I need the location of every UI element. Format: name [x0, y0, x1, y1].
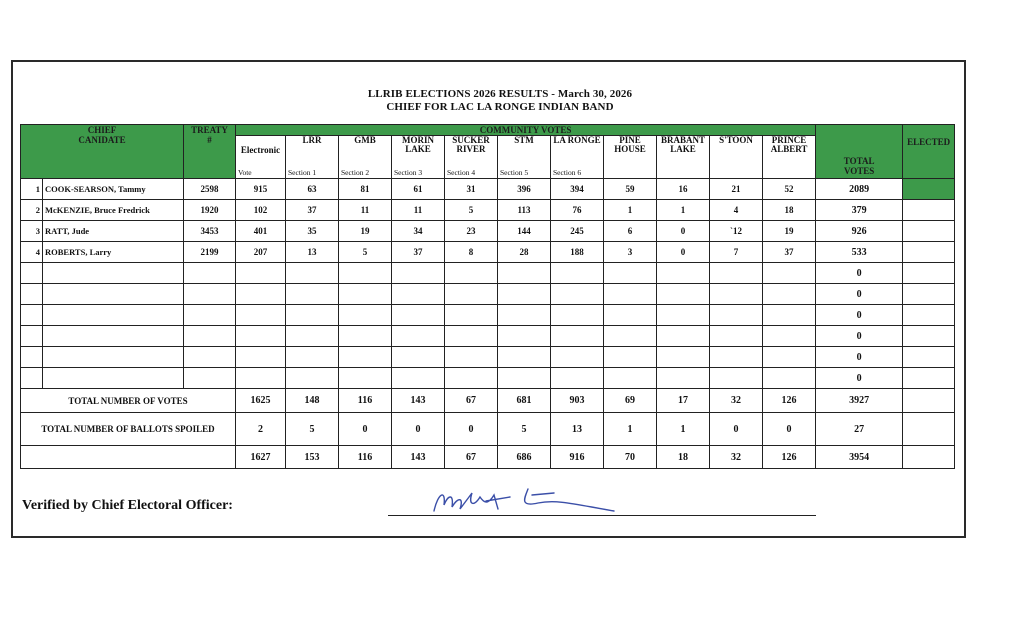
empty-cell: [657, 347, 710, 368]
empty-cell: [392, 263, 445, 284]
empty-cell: [286, 284, 339, 305]
empty-row: [21, 347, 955, 368]
candidate-row: [21, 221, 955, 242]
empty-cell: [657, 263, 710, 284]
empty-cell: [236, 368, 286, 389]
totals-cell: 0: [339, 413, 392, 446]
treaty-number: 2199: [184, 242, 236, 263]
vote-cell: 37: [763, 242, 816, 263]
empty-cell: [657, 368, 710, 389]
vote-cell: 1: [657, 200, 710, 221]
elected-cell: [903, 305, 955, 326]
total-votes-cell: 0: [816, 263, 903, 284]
column-header: SUCKER RIVER Section 4: [445, 136, 498, 179]
candidate-index: 4: [21, 242, 43, 263]
empty-cell: [710, 284, 763, 305]
empty-cell: [498, 305, 551, 326]
empty-cell: [236, 326, 286, 347]
title-line-2: CHIEF FOR LAC LA RONGE INDIAN BAND: [386, 101, 614, 113]
totals-cell: 32: [710, 389, 763, 413]
totals-cell: 0: [763, 413, 816, 446]
empty-cell: [710, 368, 763, 389]
empty-cell: [445, 368, 498, 389]
empty-cell: [551, 347, 604, 368]
vote-cell: 19: [763, 221, 816, 242]
vote-cell: 59: [604, 179, 657, 200]
vote-cell: 23: [445, 221, 498, 242]
vote-cell: 396: [498, 179, 551, 200]
empty-cell: [498, 347, 551, 368]
vote-cell: 21: [710, 179, 763, 200]
empty-cell: [551, 326, 604, 347]
totals-cell: 681: [498, 389, 551, 413]
totals-total-cell: 3954: [816, 446, 903, 469]
totals-cell: 1625: [236, 389, 286, 413]
empty-cell: [657, 326, 710, 347]
totals-cell: 0: [445, 413, 498, 446]
totals-cell: 18: [657, 446, 710, 469]
empty-cell: [392, 305, 445, 326]
vote-cell: 37: [392, 242, 445, 263]
vote-cell: 3: [604, 242, 657, 263]
candidate-index: 1: [21, 179, 43, 200]
elected-cell: [903, 413, 955, 446]
empty-cell: [21, 326, 43, 347]
vote-cell: 4: [710, 200, 763, 221]
empty-cell: [43, 347, 184, 368]
header-chief-candidate: CHIEF CANIDATE: [21, 125, 184, 179]
candidate-index: 3: [21, 221, 43, 242]
empty-cell: [286, 368, 339, 389]
empty-cell: [184, 368, 236, 389]
empty-row: [21, 305, 955, 326]
elected-cell: [903, 389, 955, 413]
empty-cell: [236, 305, 286, 326]
totals-cell: 143: [392, 389, 445, 413]
treaty-number: 3453: [184, 221, 236, 242]
empty-cell: [445, 326, 498, 347]
elected-cell: [903, 242, 955, 263]
vote-cell: 18: [763, 200, 816, 221]
totals-cell: 70: [604, 446, 657, 469]
header-community-votes: COMMUNITY VOTES: [236, 125, 816, 136]
empty-cell: [604, 368, 657, 389]
totals-label: [21, 446, 236, 469]
totals-cell: 2: [236, 413, 286, 446]
empty-cell: [43, 284, 184, 305]
totals-label: TOTAL NUMBER OF BALLOTS SPOILED: [21, 413, 236, 446]
empty-cell: [339, 305, 392, 326]
vote-cell: 188: [551, 242, 604, 263]
vote-cell: 11: [392, 200, 445, 221]
total-votes-cell: 0: [816, 326, 903, 347]
totals-cell: 903: [551, 389, 604, 413]
empty-cell: [392, 284, 445, 305]
empty-cell: [236, 347, 286, 368]
totals-cell: 126: [763, 389, 816, 413]
empty-cell: [236, 263, 286, 284]
totals-cell: 13: [551, 413, 604, 446]
empty-cell: [43, 305, 184, 326]
header-treaty: TREATY #: [184, 125, 236, 179]
empty-cell: [184, 263, 236, 284]
column-header: BRABANT LAKE: [657, 136, 710, 179]
totals-cell: 0: [392, 413, 445, 446]
vote-cell: 31: [445, 179, 498, 200]
vote-cell: 52: [763, 179, 816, 200]
empty-cell: [184, 347, 236, 368]
empty-cell: [604, 326, 657, 347]
vote-cell: 37: [286, 200, 339, 221]
empty-cell: [339, 368, 392, 389]
vote-cell: 13: [286, 242, 339, 263]
empty-cell: [551, 284, 604, 305]
vote-cell: 0: [657, 242, 710, 263]
vote-cell: 19: [339, 221, 392, 242]
vote-cell: 28: [498, 242, 551, 263]
candidate-row: [21, 200, 955, 221]
empty-row: [21, 368, 955, 389]
empty-cell: [236, 284, 286, 305]
elected-cell: [903, 347, 955, 368]
treaty-number: 2598: [184, 179, 236, 200]
vote-cell: 8: [445, 242, 498, 263]
header-row-1: [21, 125, 955, 136]
totals-cell: 1627: [236, 446, 286, 469]
empty-cell: [392, 347, 445, 368]
totals-cell: 5: [286, 413, 339, 446]
empty-cell: [21, 368, 43, 389]
empty-cell: [184, 326, 236, 347]
empty-cell: [286, 305, 339, 326]
vote-cell: 5: [339, 242, 392, 263]
empty-cell: [445, 284, 498, 305]
vote-cell: 394: [551, 179, 604, 200]
vote-cell: 5: [445, 200, 498, 221]
totals-cell: 126: [763, 446, 816, 469]
empty-cell: [604, 305, 657, 326]
empty-cell: [43, 326, 184, 347]
candidate-name: McKENZIE, Bruce Fredrick: [43, 200, 184, 221]
totals-cell: 32: [710, 446, 763, 469]
totals-cell: 916: [551, 446, 604, 469]
column-header: LRR Section 1: [286, 136, 339, 179]
empty-cell: [604, 263, 657, 284]
vote-cell: 35: [286, 221, 339, 242]
empty-cell: [498, 284, 551, 305]
header-total-votes: TOTAL VOTES: [816, 125, 903, 179]
elected-cell: [903, 368, 955, 389]
column-header: STM Section 5: [498, 136, 551, 179]
total-votes-cell: 926: [816, 221, 903, 242]
totals-cell: 1: [604, 413, 657, 446]
vote-cell: 63: [286, 179, 339, 200]
empty-row: [21, 284, 955, 305]
empty-cell: [445, 347, 498, 368]
vote-cell: 6: [604, 221, 657, 242]
vote-cell: 7: [710, 242, 763, 263]
totals-cell: 5: [498, 413, 551, 446]
empty-cell: [339, 347, 392, 368]
empty-cell: [763, 305, 816, 326]
total-votes-row: [21, 389, 955, 413]
elected-cell: [903, 446, 955, 469]
empty-cell: [498, 368, 551, 389]
empty-cell: [184, 305, 236, 326]
vote-cell: 76: [551, 200, 604, 221]
candidate-index: 2: [21, 200, 43, 221]
totals-cell: 17: [657, 389, 710, 413]
elected-cell: [903, 263, 955, 284]
total-votes-cell: 0: [816, 347, 903, 368]
empty-cell: [43, 368, 184, 389]
totals-cell: 69: [604, 389, 657, 413]
totals-cell: 67: [445, 446, 498, 469]
vote-cell: 245: [551, 221, 604, 242]
empty-cell: [710, 263, 763, 284]
empty-cell: [657, 305, 710, 326]
totals-cell: 153: [286, 446, 339, 469]
empty-cell: [445, 263, 498, 284]
empty-cell: [286, 326, 339, 347]
empty-cell: [710, 326, 763, 347]
empty-cell: [710, 305, 763, 326]
totals-total-cell: 27: [816, 413, 903, 446]
empty-cell: [21, 305, 43, 326]
total-votes-cell: 0: [816, 284, 903, 305]
verified-label: Verified by Chief Electoral Officer:: [22, 498, 233, 513]
vote-cell: 113: [498, 200, 551, 221]
column-header: Electronic Vote: [236, 136, 286, 179]
signature-image: [428, 483, 618, 517]
vote-cell: 401: [236, 221, 286, 242]
empty-cell: [339, 263, 392, 284]
empty-cell: [604, 347, 657, 368]
vote-cell: 16: [657, 179, 710, 200]
empty-cell: [392, 326, 445, 347]
candidate-name: ROBERTS, Larry: [43, 242, 184, 263]
elected-cell: [903, 221, 955, 242]
empty-cell: [43, 263, 184, 284]
empty-cell: [763, 347, 816, 368]
column-header: S'TOON: [710, 136, 763, 179]
vote-cell: 1: [604, 200, 657, 221]
empty-row: [21, 263, 955, 284]
empty-cell: [445, 305, 498, 326]
grand-total-row: [21, 446, 955, 469]
empty-cell: [763, 263, 816, 284]
empty-cell: [604, 284, 657, 305]
empty-cell: [498, 263, 551, 284]
total-votes-cell: 379: [816, 200, 903, 221]
vote-cell: 207: [236, 242, 286, 263]
column-header: GMB Section 2: [339, 136, 392, 179]
totals-cell: 0: [710, 413, 763, 446]
totals-total-cell: 3927: [816, 389, 903, 413]
totals-label: TOTAL NUMBER OF VOTES: [21, 389, 236, 413]
total-votes-cell: 533: [816, 242, 903, 263]
candidate-name: COOK-SEARSON, Tammy: [43, 179, 184, 200]
empty-cell: [339, 284, 392, 305]
header-elected: ELECTED: [903, 125, 955, 179]
candidate-row: [21, 242, 955, 263]
empty-cell: [21, 284, 43, 305]
total-votes-cell: 0: [816, 368, 903, 389]
column-header: PINE HOUSE: [604, 136, 657, 179]
empty-row: [21, 326, 955, 347]
empty-cell: [498, 326, 551, 347]
empty-cell: [21, 347, 43, 368]
empty-cell: [551, 368, 604, 389]
empty-cell: [763, 284, 816, 305]
column-header: MORIN LAKE Section 3: [392, 136, 445, 179]
totals-cell: 1: [657, 413, 710, 446]
empty-cell: [763, 326, 816, 347]
vote-cell: `12: [710, 221, 763, 242]
candidate-row: [21, 179, 955, 200]
empty-cell: [763, 368, 816, 389]
empty-cell: [657, 284, 710, 305]
results-table: [20, 124, 955, 469]
vote-cell: 11: [339, 200, 392, 221]
elected-cell: [903, 200, 955, 221]
totals-cell: 143: [392, 446, 445, 469]
vote-cell: 915: [236, 179, 286, 200]
empty-cell: [392, 368, 445, 389]
vote-cell: 81: [339, 179, 392, 200]
empty-cell: [286, 263, 339, 284]
total-votes-cell: 0: [816, 305, 903, 326]
totals-cell: 67: [445, 389, 498, 413]
vote-cell: 0: [657, 221, 710, 242]
totals-cell: 686: [498, 446, 551, 469]
document-title: [0, 88, 1000, 114]
empty-cell: [184, 284, 236, 305]
vote-cell: 34: [392, 221, 445, 242]
totals-cell: 148: [286, 389, 339, 413]
elected-cell: [903, 326, 955, 347]
elected-cell: [903, 179, 955, 200]
treaty-number: 1920: [184, 200, 236, 221]
vote-cell: 144: [498, 221, 551, 242]
candidate-name: RATT, Jude: [43, 221, 184, 242]
empty-cell: [551, 305, 604, 326]
empty-cell: [21, 263, 43, 284]
vote-cell: 61: [392, 179, 445, 200]
column-header: LA RONGE Section 6: [551, 136, 604, 179]
empty-cell: [286, 347, 339, 368]
elected-cell: [903, 284, 955, 305]
totals-cell: 116: [339, 446, 392, 469]
total-votes-cell: 2089: [816, 179, 903, 200]
totals-cell: 116: [339, 389, 392, 413]
empty-cell: [710, 347, 763, 368]
vote-cell: 102: [236, 200, 286, 221]
ballots-spoiled-row: [21, 413, 955, 446]
column-header: PRINCE ALBERT: [763, 136, 816, 179]
empty-cell: [551, 263, 604, 284]
title-line-1: LLRIB ELECTIONS 2026 RESULTS - March 30, 2026: [367, 88, 633, 100]
empty-cell: [339, 326, 392, 347]
